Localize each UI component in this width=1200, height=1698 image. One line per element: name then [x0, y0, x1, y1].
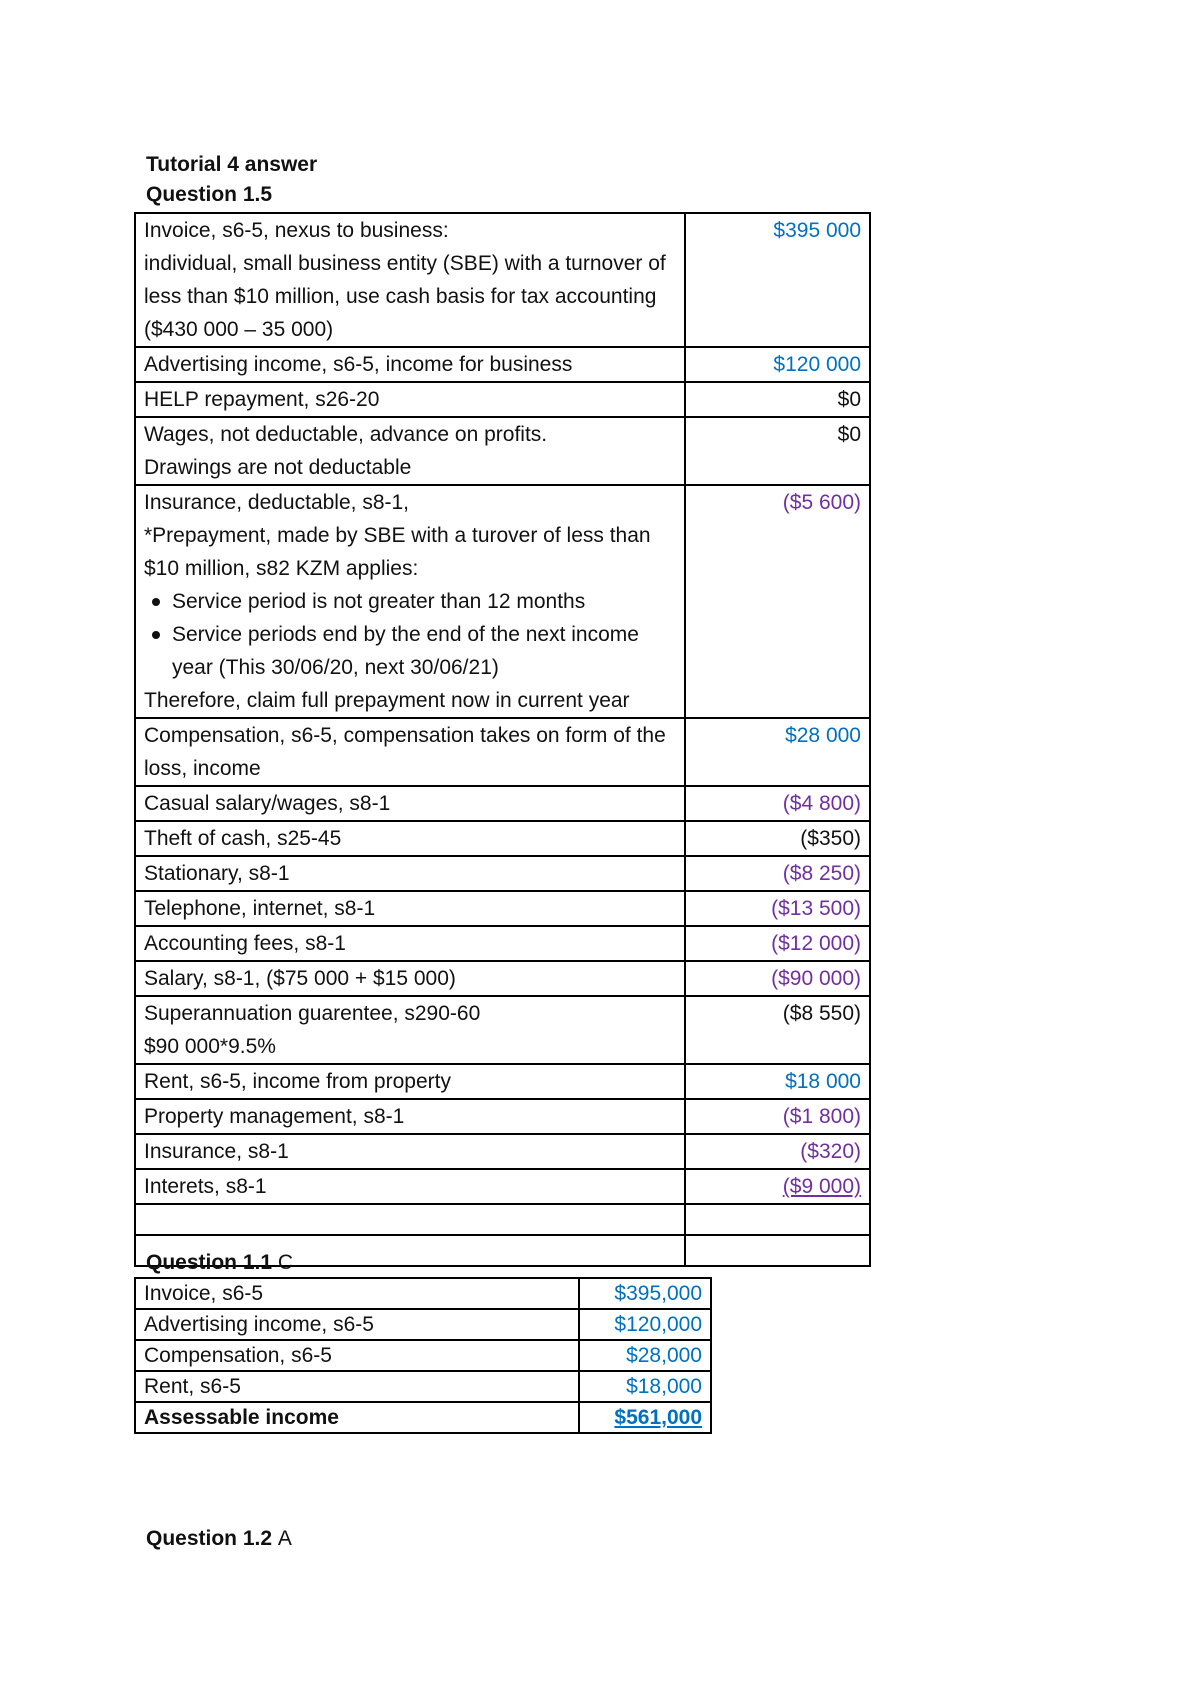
- row-amount: [685, 891, 870, 926]
- amount-value: $18 000: [785, 1070, 861, 1093]
- amount-value: $395 000: [773, 219, 861, 242]
- row-description: [135, 213, 685, 347]
- table-row: [135, 961, 870, 996]
- description-line: Advertising income, s6-5, income for business: [144, 353, 573, 376]
- table-row: [135, 926, 870, 961]
- amount-value: $28 000: [785, 724, 861, 747]
- row-amount: [685, 485, 870, 718]
- amount-value: ($12 000): [771, 932, 861, 955]
- description-line: Wages, not deductable, advance on profits.: [144, 423, 548, 446]
- table-row: [135, 1371, 711, 1402]
- question-1-5-table: [134, 212, 871, 1267]
- amount-value: ($320): [800, 1140, 861, 1163]
- amount-value: $120 000: [773, 353, 861, 376]
- table-row: [135, 213, 870, 347]
- row-amount: [685, 718, 870, 786]
- amount-value: ($8 550): [782, 1002, 861, 1025]
- row-description: [135, 718, 685, 786]
- row-amount: [579, 1309, 711, 1340]
- table-row: [135, 718, 870, 786]
- row-description: [135, 786, 685, 821]
- row-description: [135, 821, 685, 856]
- table-row: [135, 1278, 711, 1309]
- amount-value: $0: [837, 423, 861, 446]
- table-row: [135, 1169, 870, 1204]
- description-line: $90 000*9.5%: [144, 1035, 276, 1058]
- amount-value: ($90 000): [771, 967, 861, 990]
- amount-value: $28,000: [626, 1344, 702, 1367]
- row-description: Compensation, s6-5: [135, 1340, 579, 1371]
- row-description: [135, 1099, 685, 1134]
- description-line: Salary, s8-1, ($75 000 + $15 000): [144, 967, 456, 990]
- row-description: [135, 1064, 685, 1099]
- row-description: Invoice, s6-5: [135, 1278, 579, 1309]
- description-line: individual, small business entity (SBE) with a turnover of less than $10 million, use cash basis for tax accounting ($430 000 – 35 000): [144, 252, 666, 341]
- description-line: Interets, s8-1: [144, 1175, 267, 1198]
- bullet-item: Service periods end by the end of the next income year (This 30/06/20, next 30/06/21): [172, 618, 676, 684]
- bullet-list: [144, 585, 676, 684]
- row-description: [135, 485, 685, 718]
- amount-value: $18,000: [626, 1375, 702, 1398]
- row-description: Rent, s6-5: [135, 1371, 579, 1402]
- row-amount: [685, 996, 870, 1064]
- description-line: Telephone, internet, s8-1: [144, 897, 376, 920]
- description-line: Compensation, s6-5, compensation takes on form of the loss, income: [144, 724, 666, 780]
- amount-value: $561,000: [614, 1406, 702, 1429]
- question-1-1-label: Question 1.1: [146, 1251, 273, 1274]
- row-amount: [685, 417, 870, 485]
- description-line: Stationary, s8-1: [144, 862, 290, 885]
- table-row: [135, 786, 870, 821]
- row-description: [135, 891, 685, 926]
- document-title: [146, 150, 317, 210]
- description-line: Theft of cash, s25-45: [144, 827, 342, 850]
- table-row: [135, 996, 870, 1064]
- row-description: [135, 347, 685, 382]
- bullet-item: Service period is not greater than 12 months: [172, 585, 676, 618]
- amount-value: $395,000: [614, 1282, 702, 1305]
- table-row: [135, 417, 870, 485]
- row-description: [135, 382, 685, 417]
- row-description: [135, 996, 685, 1064]
- question-1-2-answer: A: [277, 1527, 292, 1550]
- row-amount: [685, 926, 870, 961]
- row-description: [135, 856, 685, 891]
- row-amount: [685, 786, 870, 821]
- description-line: Insurance, deductable, s8-1,: [144, 491, 410, 514]
- table-row: [135, 485, 870, 718]
- row-amount: [685, 856, 870, 891]
- empty-row: [135, 1204, 870, 1235]
- table-row: [135, 856, 870, 891]
- tutorial-title: Tutorial 4 answer: [146, 153, 318, 176]
- question-1-2-label: Question 1.2: [146, 1527, 273, 1550]
- table-row: [135, 1340, 711, 1371]
- amount-value: $0: [837, 388, 861, 411]
- empty-cell: [135, 1204, 685, 1235]
- row-amount: [685, 1064, 870, 1099]
- empty-cell: [685, 1235, 870, 1266]
- description-line: Insurance, s8-1: [144, 1140, 289, 1163]
- amount-value: ($1 800): [782, 1105, 861, 1128]
- row-amount: [685, 961, 870, 996]
- row-description: [135, 1169, 685, 1204]
- description-line: Casual salary/wages, s8-1: [144, 792, 391, 815]
- row-description: Assessable income: [135, 1402, 579, 1433]
- question-1-1-table: [134, 1277, 712, 1434]
- question-1-2-heading: [146, 1524, 292, 1554]
- table-row: [135, 1064, 870, 1099]
- description-line: Drawings are not deductable: [144, 456, 412, 479]
- description-line: Rent, s6-5, income from property: [144, 1070, 451, 1093]
- row-amount: [685, 1169, 870, 1204]
- empty-cell: [685, 1204, 870, 1235]
- row-amount: [579, 1371, 711, 1402]
- row-description: Advertising income, s6-5: [135, 1309, 579, 1340]
- table-row: [135, 347, 870, 382]
- row-description: [135, 417, 685, 485]
- amount-value: ($9 000): [782, 1175, 861, 1198]
- description-line: Superannuation guarentee, s290-60: [144, 1002, 481, 1025]
- row-amount: [579, 1402, 711, 1433]
- row-amount: [685, 382, 870, 417]
- table-row: [135, 1099, 870, 1134]
- question-1-5-heading: Question 1.5: [146, 183, 273, 206]
- table-row: [135, 1309, 711, 1340]
- row-amount: [685, 347, 870, 382]
- amount-value: ($350): [800, 827, 861, 850]
- description-line: HELP repayment, s26-20: [144, 388, 380, 411]
- table-row: [135, 821, 870, 856]
- row-amount: [685, 1134, 870, 1169]
- row-amount: [685, 821, 870, 856]
- table-row: [135, 891, 870, 926]
- row-description: [135, 926, 685, 961]
- amount-value: ($4 800): [782, 792, 861, 815]
- row-amount: [685, 1099, 870, 1134]
- row-amount: [579, 1278, 711, 1309]
- row-amount: [685, 213, 870, 347]
- amount-value: ($13 500): [771, 897, 861, 920]
- total-row: [135, 1402, 711, 1433]
- amount-value: ($8 250): [782, 862, 861, 885]
- amount-value: ($5 600): [782, 491, 861, 514]
- table-row: [135, 382, 870, 417]
- question-1-1-heading: [146, 1248, 293, 1278]
- description-line: Property management, s8-1: [144, 1105, 405, 1128]
- description-line: Therefore, claim full prepayment now in current year: [144, 689, 630, 712]
- description-line: *Prepayment, made by SBE with a turover of less than $10 million, s82 KZM applies:: [144, 524, 651, 580]
- description-line: Invoice, s6-5, nexus to business:: [144, 219, 449, 242]
- table-row: [135, 1134, 870, 1169]
- description-line: Accounting fees, s8-1: [144, 932, 346, 955]
- question-1-1-answer: C: [277, 1251, 294, 1274]
- row-description: [135, 1134, 685, 1169]
- row-description: [135, 961, 685, 996]
- amount-value: $120,000: [614, 1313, 702, 1336]
- row-amount: [579, 1340, 711, 1371]
